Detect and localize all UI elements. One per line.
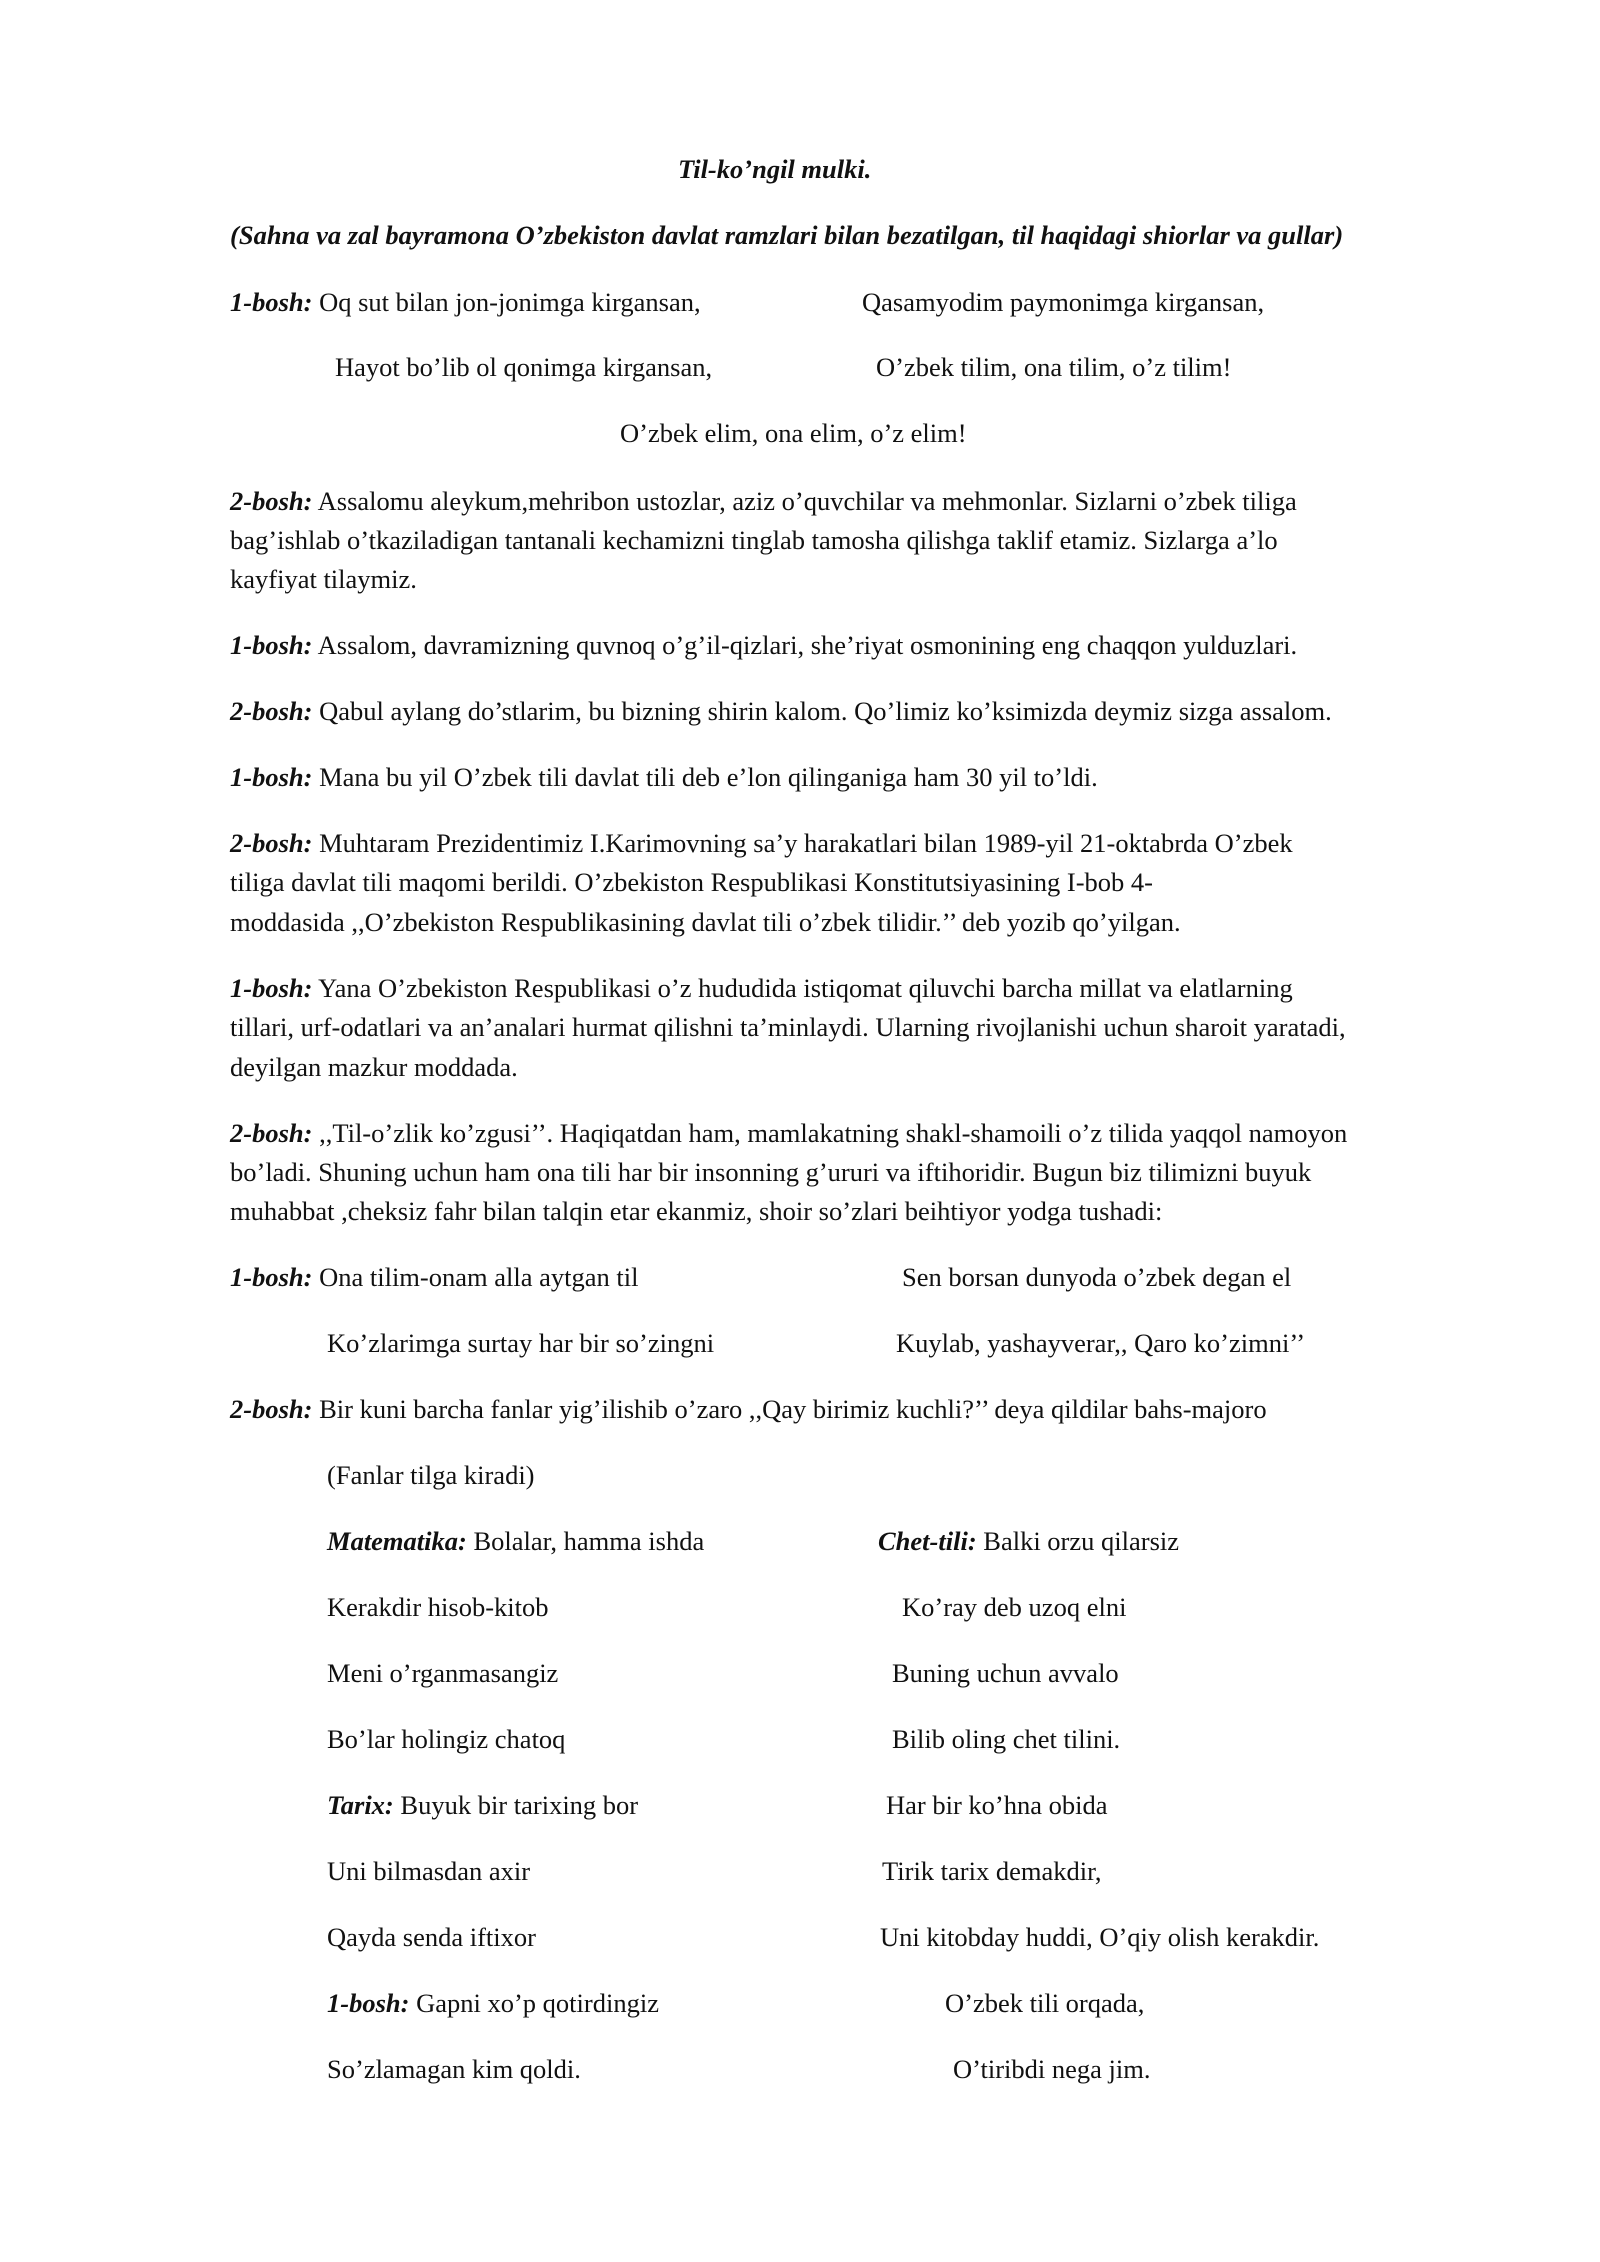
poem-line: Qasamyodim paymonimga kirgansan,	[862, 287, 1265, 317]
line-text: Assalom, davramizning quvnoq o’g’il-qizlari, she’riyat osmonining eng chaqqon yulduzlari.	[312, 630, 1298, 660]
paragraph-line	[230, 764, 1098, 791]
speaker-label: Tarix:	[327, 1790, 394, 1820]
poem-line: Sen borsan dunyoda o’zbek degan el	[902, 1262, 1292, 1292]
speaker-label: 1-bosh:	[230, 1262, 313, 1292]
paragraph-line: kayfiyat tilaymiz.	[230, 564, 417, 594]
speaker-label: 2-bosh:	[230, 1394, 313, 1424]
paragraph-line	[230, 1396, 1267, 1423]
paragraph-line: bag’ishlab o’tkaziladigan tantanali kechamizni tinglab tamosha qilishga taklif etamiz. Sizlarga a’lo	[230, 525, 1278, 555]
paragraph-line: moddasida ,,O’zbekiston Respublikasining davlat tili o’zbek tilidir.’’ deb yozib qo’yilgan.	[230, 907, 1181, 937]
poem-line: Uni kitobday huddi, O’qiy olish kerakdir.	[880, 1922, 1320, 1952]
line-text: Gapni xo’p qotirdingiz	[409, 1988, 659, 2018]
line-text: Mana bu yil O’zbek tili davlat tili deb e’lon qilinganiga ham 30 yil to’ldi.	[312, 762, 1098, 792]
paragraph-line	[230, 698, 1332, 725]
poem-line	[327, 1990, 659, 2017]
document-title: Til-ko’ngil mulki.	[678, 154, 872, 184]
paragraph-line: bo’ladi. Shuning uchun ham ona tili har bir insonning g’ururi va iftihoridir. Bugun biz tilimizni buyuk	[230, 1157, 1312, 1187]
line-text: Muhtaram Prezidentimiz I.Karimovning sa’y harakatlari bilan 1989-yil 21-oktabrda O’zbek	[312, 828, 1293, 858]
poem-line	[878, 1528, 1179, 1555]
poem-line: Buning uchun avvalo	[892, 1658, 1119, 1688]
poem-line: Tirik tarix demakdir,	[882, 1856, 1102, 1886]
poem-line: Ko’zlarimga surtay har bir so’zingni	[327, 1328, 715, 1358]
paragraph-line	[230, 830, 1293, 857]
line-text: Buyuk bir tarixing bor	[393, 1790, 639, 1820]
poem-line: O’tiribdi nega jim.	[953, 2054, 1151, 2084]
line-text: Balki orzu qilarsiz	[976, 1526, 1180, 1556]
poem-line: O’zbek tilim, ona tilim, o’z tilim!	[876, 352, 1232, 382]
poem-line: Meni o’rganmasangiz	[327, 1658, 559, 1688]
line-text: Assalomu aleykum,mehribon ustozlar, aziz o’quvchilar va mehmonlar. Sizlarni o’zbek tiliga	[312, 486, 1297, 516]
speaker-label: 1-bosh:	[230, 973, 313, 1003]
line-text: ,,Til-o’zlik ko’zgusi’’. Haqiqatdan ham, mamlakatning shakl-shamoili o’z tilida yaqqol namoyon	[312, 1118, 1348, 1148]
poem-line: Har bir ko’hna obida	[886, 1790, 1108, 1820]
poem-line: Hayot bo’lib ol qonimga kirgansan,	[335, 352, 713, 382]
paragraph-line	[230, 632, 1297, 659]
paragraph-line	[230, 1120, 1347, 1147]
paragraph-line: tiliga davlat tili maqomi berildi. O’zbekiston Respublikasi Konstitutsiyasining I-bob 4-	[230, 867, 1153, 897]
line-text: Oq sut bilan jon-jonimga kirgansan,	[312, 287, 701, 317]
paragraph-line	[230, 488, 1297, 515]
poem-line	[230, 289, 701, 316]
poem-line: So’zlamagan kim qoldi.	[327, 2054, 581, 2084]
paragraph-line: muhabbat ,cheksiz fahr bilan talqin etar ekanmiz, shoir so’zlari beihtiyor yodga tushadi:	[230, 1196, 1163, 1226]
line-text: Ona tilim-onam alla aytgan til	[312, 1262, 639, 1292]
paragraph-line: deyilgan mazkur moddada.	[230, 1052, 518, 1082]
speaker-label: 1-bosh:	[230, 630, 313, 660]
poem-line: Uni bilmasdan axir	[327, 1856, 531, 1886]
speaker-label: 2-bosh:	[230, 828, 313, 858]
poem-line: O’zbek elim, ona elim, o’z elim!	[620, 418, 967, 448]
poem-line: O’zbek tili orqada,	[945, 1988, 1145, 2018]
stage-direction: (Fanlar tilga kiradi)	[327, 1460, 535, 1490]
poem-line: Ko’ray deb uzoq elni	[902, 1592, 1127, 1622]
speaker-label: 1-bosh:	[230, 762, 313, 792]
speaker-label: 1-bosh:	[230, 287, 313, 317]
poem-line	[230, 1264, 638, 1291]
poem-line: Kuylab, yashayverar,, Qaro ko’zimni’’	[896, 1328, 1306, 1358]
speaker-label: 2-bosh:	[230, 486, 313, 516]
speaker-label: 2-bosh:	[230, 1118, 313, 1148]
speaker-label: 1-bosh:	[327, 1988, 410, 2018]
poem-line: Bo’lar holingiz chatoq	[327, 1724, 566, 1754]
paragraph-line: tillari, urf-odatlari va an’analari hurmat qilishni ta’minlaydi. Ularning rivojlanishi uchun sharoit yaratadi,	[230, 1012, 1346, 1042]
speaker-label: 2-bosh:	[230, 696, 313, 726]
line-text: Bolalar, hamma ishda	[466, 1526, 705, 1556]
line-text: Qabul aylang do’stlarim, bu bizning shirin kalom. Qo’limiz ko’ksimizda deymiz sizga assalom.	[312, 696, 1332, 726]
line-text: Yana O’zbekiston Respublikasi o’z hududida istiqomat qiluvchi barcha millat va elatlarning	[312, 973, 1293, 1003]
line-text: Bir kuni barcha fanlar yig’ilishib o’zaro ,,Qay birimiz kuchli?’’ deya qildilar bahs-majoro	[312, 1394, 1267, 1424]
stage-note: (Sahna va zal bayramona O’zbekiston davlat ramzlari bilan bezatilgan, til haqidagi shiorlar va gullar)	[230, 220, 1344, 250]
speaker-label: Chet-tili:	[878, 1526, 977, 1556]
poem-line: Qayda senda iftixor	[327, 1922, 536, 1952]
paragraph-line	[230, 975, 1293, 1002]
poem-line	[327, 1528, 704, 1555]
poem-line: Bilib oling chet tilini.	[892, 1724, 1121, 1754]
speaker-label: Matematika:	[327, 1526, 467, 1556]
poem-line	[327, 1792, 638, 1819]
poem-line: Kerakdir hisob-kitob	[327, 1592, 549, 1622]
